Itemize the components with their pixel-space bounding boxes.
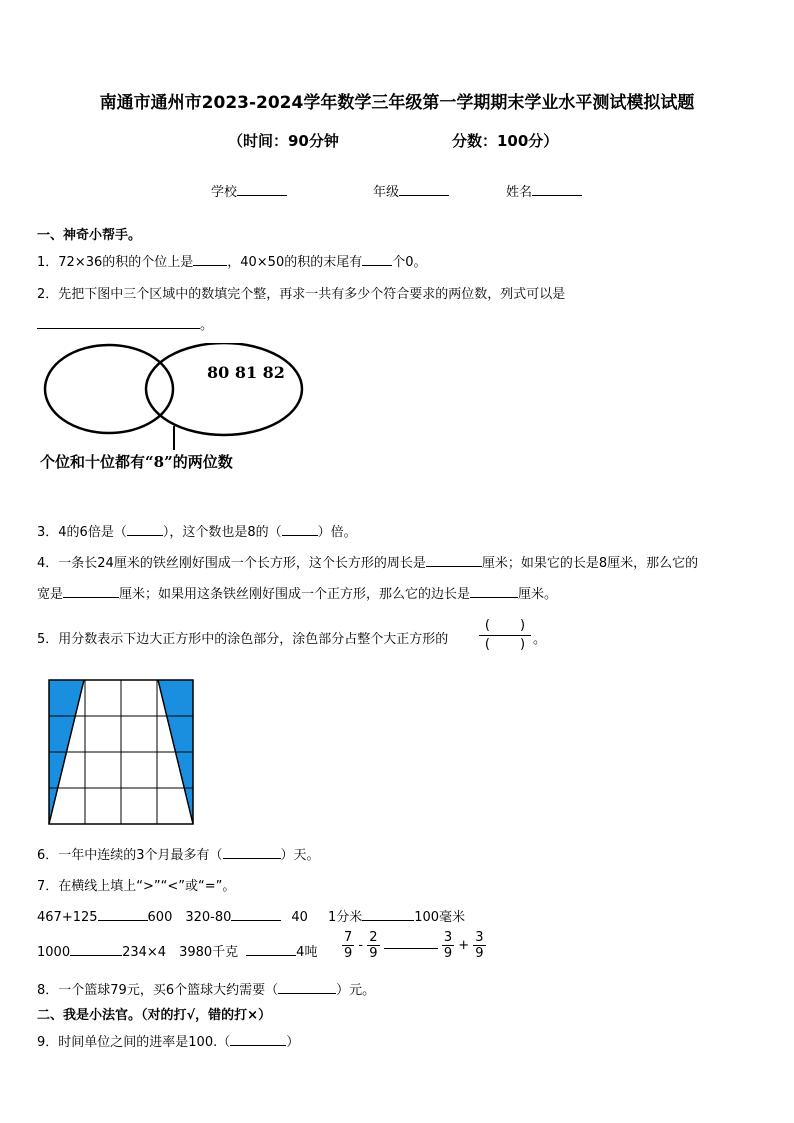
q1-blank-1[interactable] xyxy=(193,252,227,266)
q7-row-2: 1000 234×4 3980千克 4吨 xyxy=(37,941,317,960)
name-blank[interactable] xyxy=(532,182,582,196)
q1-blank-2[interactable] xyxy=(362,252,392,266)
school-blank[interactable] xyxy=(237,182,287,196)
exam-score: 分数：100分） xyxy=(452,132,559,150)
question-9: 9．时间单位之间的进率是100.（ ） xyxy=(37,1031,299,1050)
q7-blank-5[interactable] xyxy=(246,942,296,956)
q4-blank-2[interactable] xyxy=(63,584,119,598)
q4-blank-3[interactable] xyxy=(470,584,518,598)
q7-blank-1[interactable] xyxy=(98,907,148,921)
question-8: 8．一个篮球79元，买6个篮球大约需要（ ）元。 xyxy=(37,979,375,998)
q7-row-1: 467+125 600 320-80 40 1分米 100毫米 xyxy=(37,906,465,925)
q5-fraction-answer xyxy=(479,617,531,654)
q9-blank[interactable] xyxy=(230,1032,286,1046)
section-1-heading: 一、神奇小帮手。 xyxy=(37,228,142,243)
shaded-square-grid xyxy=(48,679,196,827)
q5-end: 。 xyxy=(533,632,547,647)
q8-blank[interactable] xyxy=(278,980,336,994)
q4-blank-1[interactable] xyxy=(426,553,482,567)
grade-blank[interactable] xyxy=(399,182,449,196)
question-2: 2．先把下图中三个区域中的数填完个整，再求一共有多少个符合要求的两位数，列式可以是 xyxy=(37,287,566,302)
q6-blank[interactable] xyxy=(223,845,281,859)
q7-fraction-comparison: $\frac{7}{9}$ - $\frac{2}{9}$ $\frac{3}{9}$ + $\frac{3}{9}$ xyxy=(344,930,484,961)
question-6: 6．一年中连续的3个月最多有（ ）天。 xyxy=(37,844,320,863)
venn-label: 个位和十位都有“8”的两位数 xyxy=(40,453,233,471)
q7-blank-3[interactable] xyxy=(362,907,414,921)
fraction-3-9-a: $\frac{3}{9}$ xyxy=(443,930,453,961)
fraction-2-9: $\frac{2}{9}$ xyxy=(369,930,378,961)
question-4-line-2: 宽是 厘米；如果用这条铁丝刚好围成一个正方形，那么它的边长是 厘米。 xyxy=(37,583,557,602)
name-field: 姓名 xyxy=(506,181,582,200)
q5-numerator-blank[interactable]: ( ) xyxy=(479,617,531,636)
question-5: 5．用分数表示下边大正方形中的涂色部分，涂色部分占整个大正方形的 xyxy=(37,632,449,647)
grade-field: 年级 xyxy=(373,181,449,200)
page-title: 南通市通州市2023-2024学年数学三年级第一学期期末学业水平测试模拟试题 xyxy=(99,93,695,113)
q5-denominator-blank[interactable]: ( ) xyxy=(484,637,526,652)
exam-time: （时间：90分钟 xyxy=(228,132,339,150)
q3-blank-2[interactable] xyxy=(282,522,318,536)
q2-blank[interactable] xyxy=(37,315,200,329)
section-2-heading: 二、我是小法官。（对的打√，错的打×） xyxy=(37,1008,272,1023)
question-1: 1．72×36的积的个位上是 ，40×50的积的末尾有 个0。 xyxy=(37,251,427,270)
school-field: 学校 xyxy=(211,181,287,200)
q7-blank-6[interactable] xyxy=(384,935,438,949)
q2-answer-line: 。 xyxy=(37,314,213,333)
question-4-line-1: 4．一条长24厘米的铁丝刚好围成一个长方形，这个长方形的周长是 厘米；如果它的长是8厘米，那么它的 xyxy=(37,552,698,571)
fraction-3-9-b: $\frac{3}{9}$ xyxy=(475,930,484,961)
venn-left-circle xyxy=(45,345,173,433)
q7-blank-4[interactable] xyxy=(70,942,122,956)
fraction-7-9: $\frac{7}{9}$ xyxy=(344,930,353,961)
question-7: 7．在横线上填上“>”“<”或“=”。 xyxy=(37,879,236,894)
q3-blank-1[interactable] xyxy=(127,522,163,536)
question-3: 3．4的6倍是（ ），这个数也是8的（ ）倍。 xyxy=(37,521,357,540)
venn-right-circle xyxy=(146,343,302,435)
q7-blank-2[interactable] xyxy=(231,907,281,921)
venn-numbers: 80 81 82 xyxy=(207,363,285,382)
